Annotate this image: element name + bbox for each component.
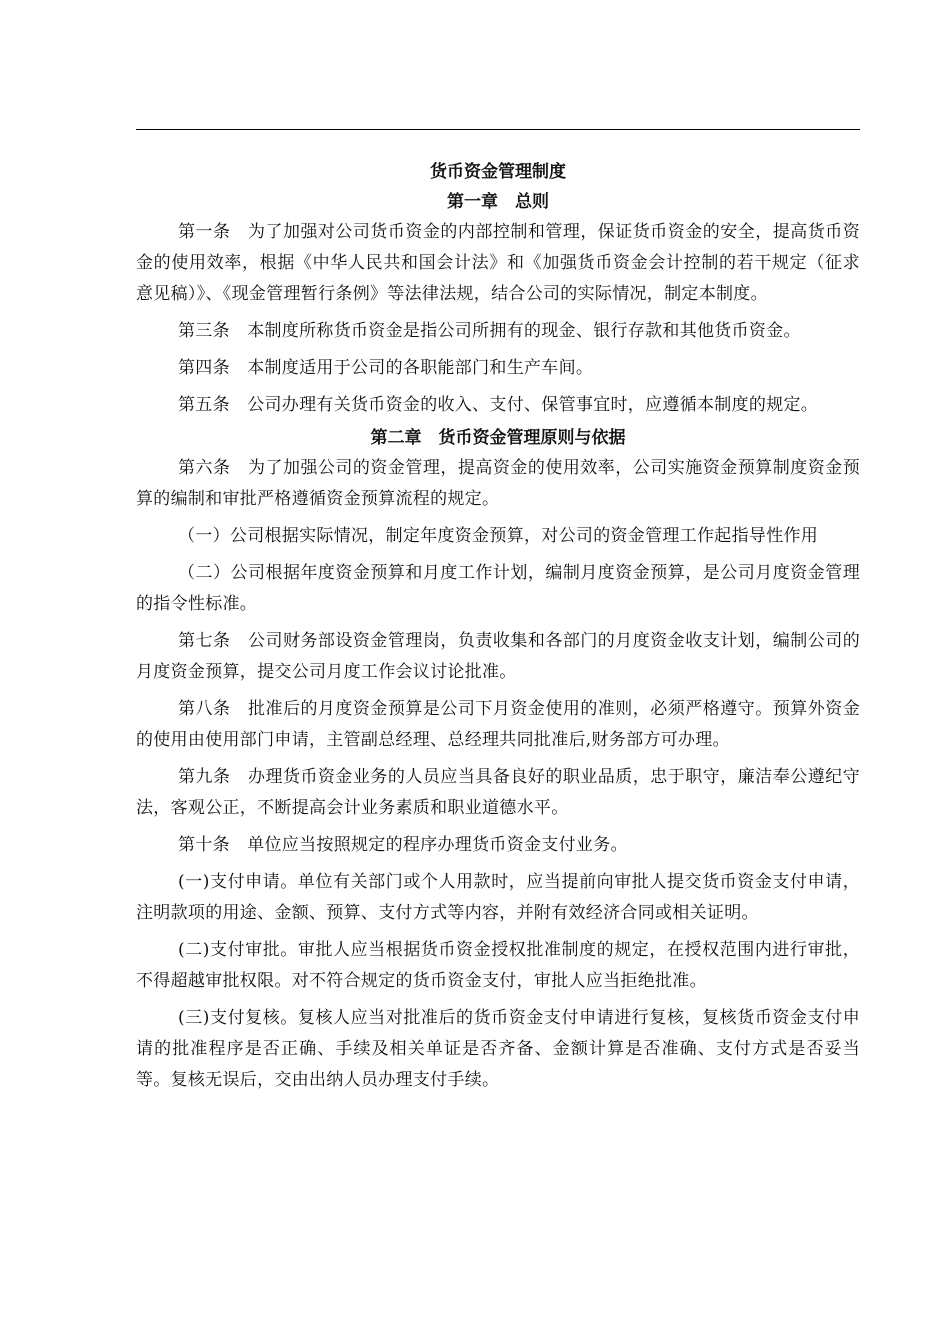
article-10-item-1: (一)支付申请。单位有关部门或个人用款时，应当提前向审批人提交货币资金支付申请，注明款项的用途、金额、预算、支付方式等内容，并附有效经济合同或相关证明。	[136, 872, 860, 923]
article-10-item-3: (三)支付复核。复核人应当对批准后的货币资金支付申请进行复核，复核货币资金支付申请的批准程序是否正确、手续及相关单证是否齐备、金额计算是否准确、支付方式是否妥当等。复核无误后，交由出纳人员办理支付手续。	[136, 1008, 860, 1090]
article-5: 第五条 公司办理有关货币资金的收入、支付、保管事宜时，应遵循本制度的规定。	[178, 395, 819, 415]
article-7: 第七条 公司财务部设资金管理岗，负责收集和各部门的月度资金收支计划，编制公司的月度资金预算，提交公司月度工作会议讨论批准。	[136, 631, 860, 682]
document-body	[136, 157, 860, 1096]
article-10-item-2: (二)支付审批。审批人应当根据货币资金授权批准制度的规定，在授权范围内进行审批，不得超越审批权限。对不符合规定的货币资金支付，审批人应当拒绝批准。	[136, 940, 860, 991]
chapter-2-heading: 第二章 货币资金管理原则与依据	[370, 428, 626, 448]
document-title: 货币资金管理制度	[430, 162, 566, 182]
article-9: 第九条 办理货币资金业务的人员应当具备良好的职业品质，忠于职守，廉洁奉公遵纪守法，客观公正，不断提高会计业务素质和职业道德水平。	[136, 767, 860, 818]
article-6-item-2: （二）公司根据年度资金预算和月度工作计划，编制月度资金预算，是公司月度资金管理的指令性标准。	[136, 563, 860, 614]
article-1: 第一条 为了加强对公司货币资金的内部控制和管理，保证货币资金的安全，提高货币资金的使用效率，根据《中华人民共和国会计法》和《加强货币资金会计控制的若干规定（征求意见稿）》、《现金管理暂行条例》等法律法规，结合公司的实际情况，制定本制度。	[136, 222, 860, 304]
article-10: 第十条 单位应当按照规定的程序办理货币资金支付业务。	[178, 835, 628, 855]
header-rule	[136, 129, 860, 130]
article-3: 第三条 本制度所称货币资金是指公司所拥有的现金、银行存款和其他货币资金。	[178, 321, 801, 341]
article-6: 第六条 为了加强公司的资金管理，提高资金的使用效率，公司实施资金预算制度资金预算的编制和审批严格遵循资金预算流程的规定。	[136, 458, 860, 509]
article-6-item-1: （一）公司根据实际情况，制定年度资金预算，对公司的资金管理工作起指导性作用	[178, 526, 819, 546]
article-4: 第四条 本制度适用于公司的各职能部门和生产车间。	[178, 358, 594, 378]
article-8: 第八条 批准后的月度资金预算是公司下月资金使用的准则，必须严格遵守。预算外资金的使用由使用部门申请，主管副总经理、总经理共同批准后,财务部方可办理。	[136, 699, 860, 750]
chapter-1-heading: 第一章 总则	[447, 192, 549, 212]
